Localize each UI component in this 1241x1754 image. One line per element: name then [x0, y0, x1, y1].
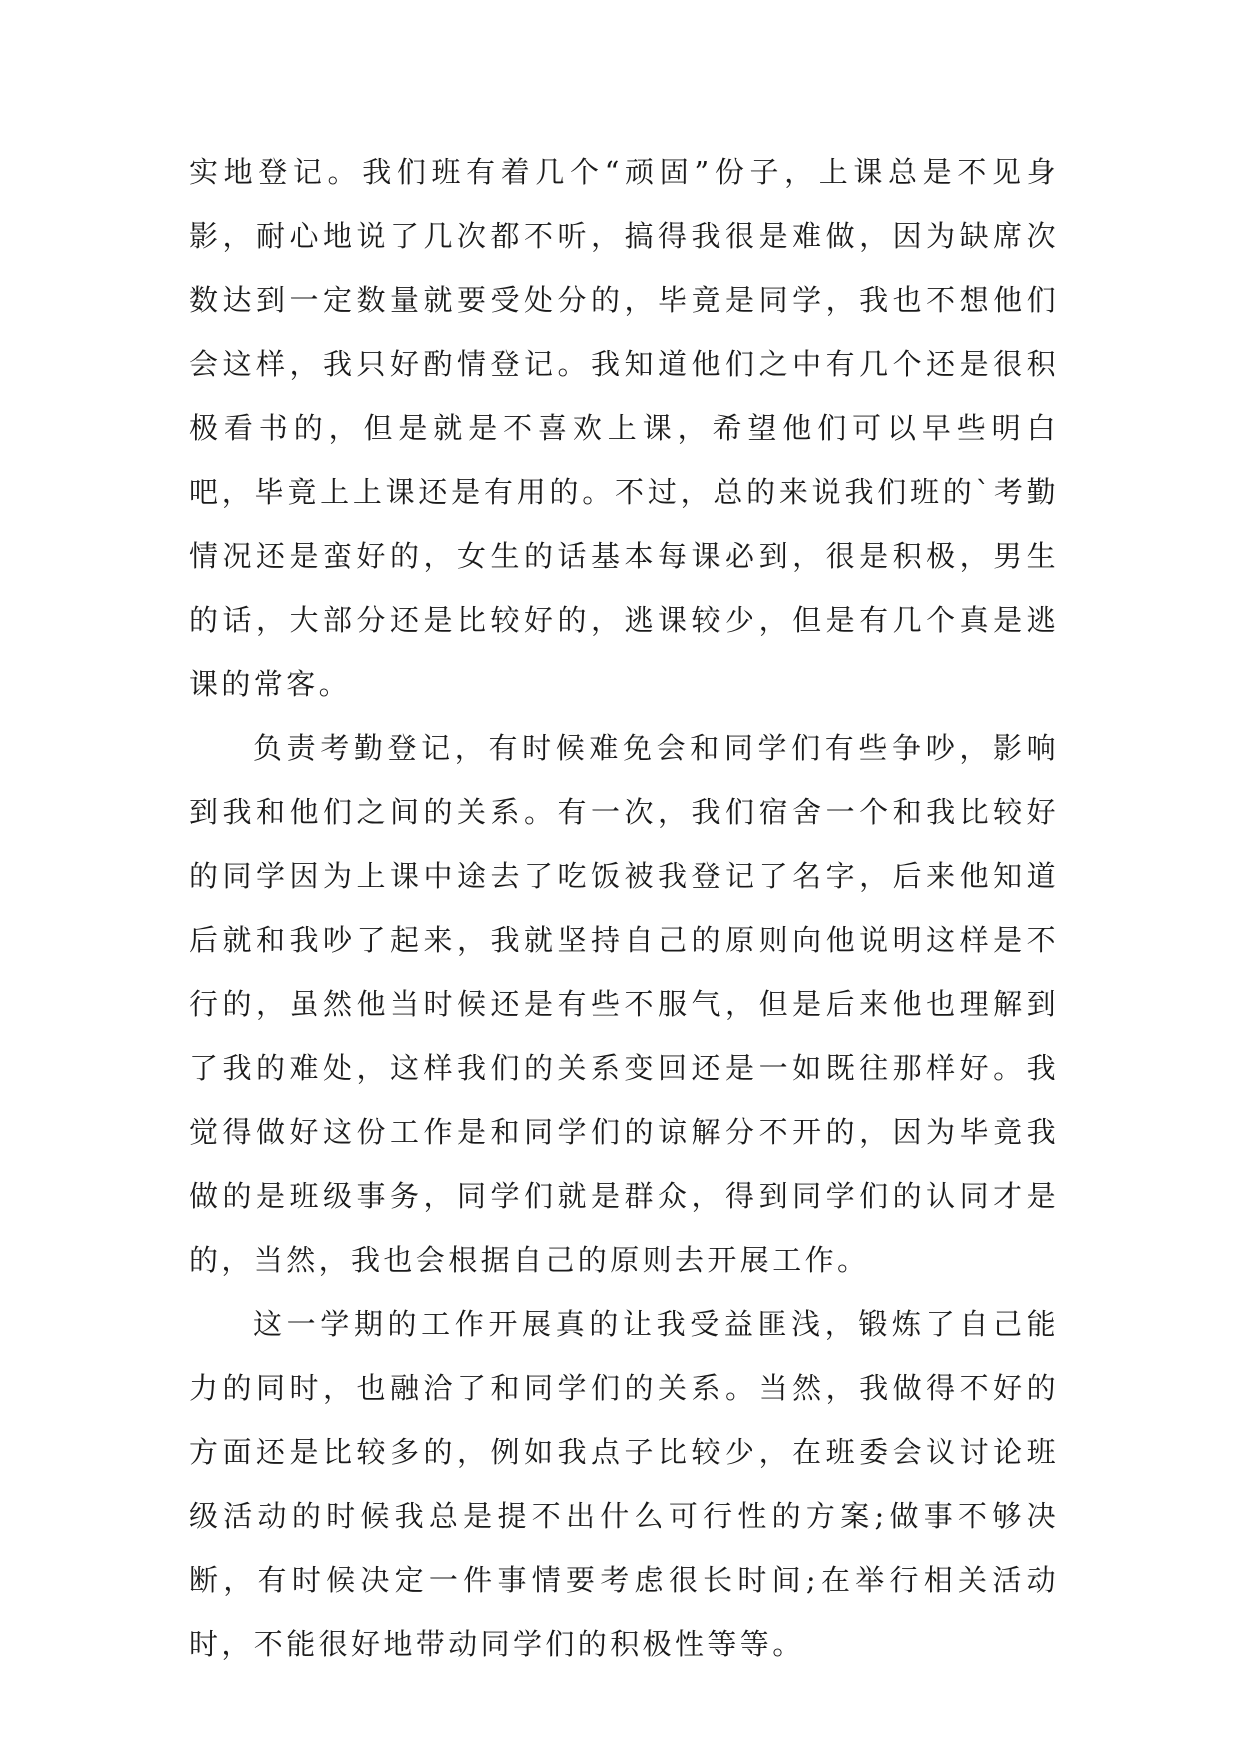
- body-text: [189, 140, 1059, 1676]
- paragraph-continued: 实地登记。我们班有着几个“顽固”份子，上课总是不见身影，耐心地说了几次都不听，搞得我很是难做，因为缺席次数达到一定数量就要受处分的，毕竟是同学，我也不想他们会这样，我只好酌情登记。我知道他们之中有几个还是很积极看书的，但是就是不喜欢上课，希望他们可以早些明白吧，毕竟上上课还是有用的。不过，总的来说我们班的`考勤情况还是蛮好的，女生的话基本每课必到，很是积极，男生的话，大部分还是比较好的，逃课较少，但是有几个真是逃课的常客。: [189, 155, 1059, 701]
- paragraph-reflection: 这一学期的工作开展真的让我受益匪浅，锻炼了自己能力的同时，也融洽了和同学们的关系。当然，我做得不好的方面还是比较多的，例如我点子比较少，在班委会议讨论班级活动的时候我总是提不出什么可行性的方案;做事不够决断，有时候决定一件事情要考虑很长时间;在举行相关活动时，不能很好地带动同学们的积极性等等。: [189, 1307, 1059, 1661]
- paragraph-conflict: 负责考勤登记，有时候难免会和同学们有些争吵，影响到我和他们之间的关系。有一次，我们宿舍一个和我比较好的同学因为上课中途去了吃饭被我登记了名字，后来他知道后就和我吵了起来，我就坚持自己的原则向他说明这样是不行的，虽然他当时候还是有些不服气，但是后来他也理解到了我的难处，这样我们的关系变回还是一如既往那样好。我觉得做好这份工作是和同学们的谅解分不开的，因为毕竟我做的是班级事务，同学们就是群众，得到同学们的认同才是的，当然，我也会根据自己的原则去开展工作。: [189, 731, 1059, 1277]
